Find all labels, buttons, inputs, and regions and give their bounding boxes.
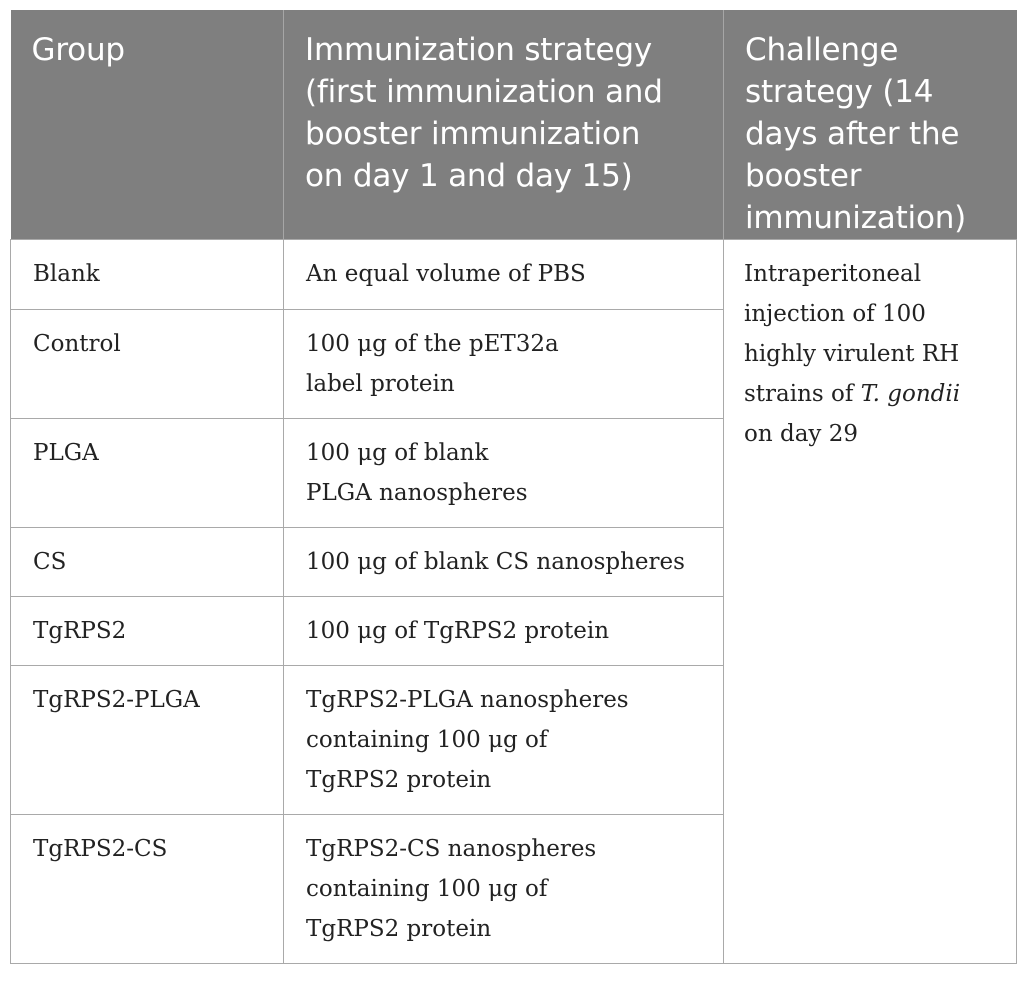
cell-group	[11, 666, 284, 815]
strategy-line: containing 100 μg of	[306, 876, 548, 902]
cell-challenge	[724, 240, 1017, 964]
cell-group	[11, 419, 284, 528]
header-group	[11, 10, 284, 240]
header-line: Immunization strategy	[305, 32, 653, 68]
header-line: Group	[31, 32, 125, 68]
table-row	[11, 240, 1017, 310]
cell-strategy	[284, 528, 724, 597]
strategy-line: TgRPS2 protein	[306, 916, 492, 942]
group-name: CS	[33, 549, 67, 575]
cell-strategy	[284, 815, 724, 964]
cell-strategy	[284, 310, 724, 419]
immunization-table	[10, 10, 1017, 964]
challenge-line: on day 29	[744, 421, 858, 447]
header-immunization-strategy	[284, 10, 724, 240]
challenge-line: injection of 100	[744, 301, 926, 327]
cell-strategy	[284, 666, 724, 815]
strategy-line: An equal volume of PBS	[306, 261, 586, 287]
header-line: immunization)	[745, 200, 967, 236]
challenge-text: strains of	[744, 381, 861, 407]
species-name: T. gondii	[860, 381, 961, 407]
strategy-line: TgRPS2-CS nanospheres	[306, 836, 597, 862]
cell-group	[11, 597, 284, 666]
group-name: TgRPS2-PLGA	[33, 687, 200, 713]
cell-strategy	[284, 419, 724, 528]
header-line: Challenge	[745, 32, 899, 68]
cell-group	[11, 528, 284, 597]
strategy-line: 100 μg of blank	[306, 440, 489, 466]
cell-group	[11, 815, 284, 964]
header-line: on day 1 and day 15)	[305, 158, 633, 194]
challenge-line: Intraperitoneal	[744, 261, 922, 287]
strategy-line: label protein	[306, 371, 455, 397]
header-line: booster immunization	[305, 116, 641, 152]
group-name: PLGA	[33, 440, 99, 466]
strategy-line: 100 μg of the pET32a	[306, 331, 559, 357]
strategy-line: TgRPS2 protein	[306, 767, 492, 793]
cell-strategy	[284, 240, 724, 310]
header-row	[11, 10, 1017, 240]
strategy-line: 100 μg of blank CS nanospheres	[306, 549, 685, 575]
table-body	[11, 240, 1017, 964]
header-line: days after the	[745, 116, 960, 152]
strategy-line: containing 100 μg of	[306, 727, 548, 753]
cell-group	[11, 240, 284, 310]
cell-strategy	[284, 597, 724, 666]
group-name: TgRPS2	[33, 618, 127, 644]
group-name: Blank	[33, 261, 100, 287]
cell-group	[11, 310, 284, 419]
group-name: TgRPS2-CS	[33, 836, 168, 862]
strategy-line: 100 μg of TgRPS2 protein	[306, 618, 610, 644]
header-challenge-strategy	[724, 10, 1017, 240]
table-header	[11, 10, 1017, 240]
group-name: Control	[33, 331, 121, 357]
challenge-line: highly virulent RH	[744, 341, 960, 367]
strategy-line: PLGA nanospheres	[306, 480, 528, 506]
header-line: (first immunization and	[305, 74, 663, 110]
challenge-line	[744, 374, 1004, 414]
strategy-line: TgRPS2-PLGA nanospheres	[306, 687, 629, 713]
header-line: strategy (14	[745, 74, 934, 110]
header-line: booster	[745, 158, 862, 194]
